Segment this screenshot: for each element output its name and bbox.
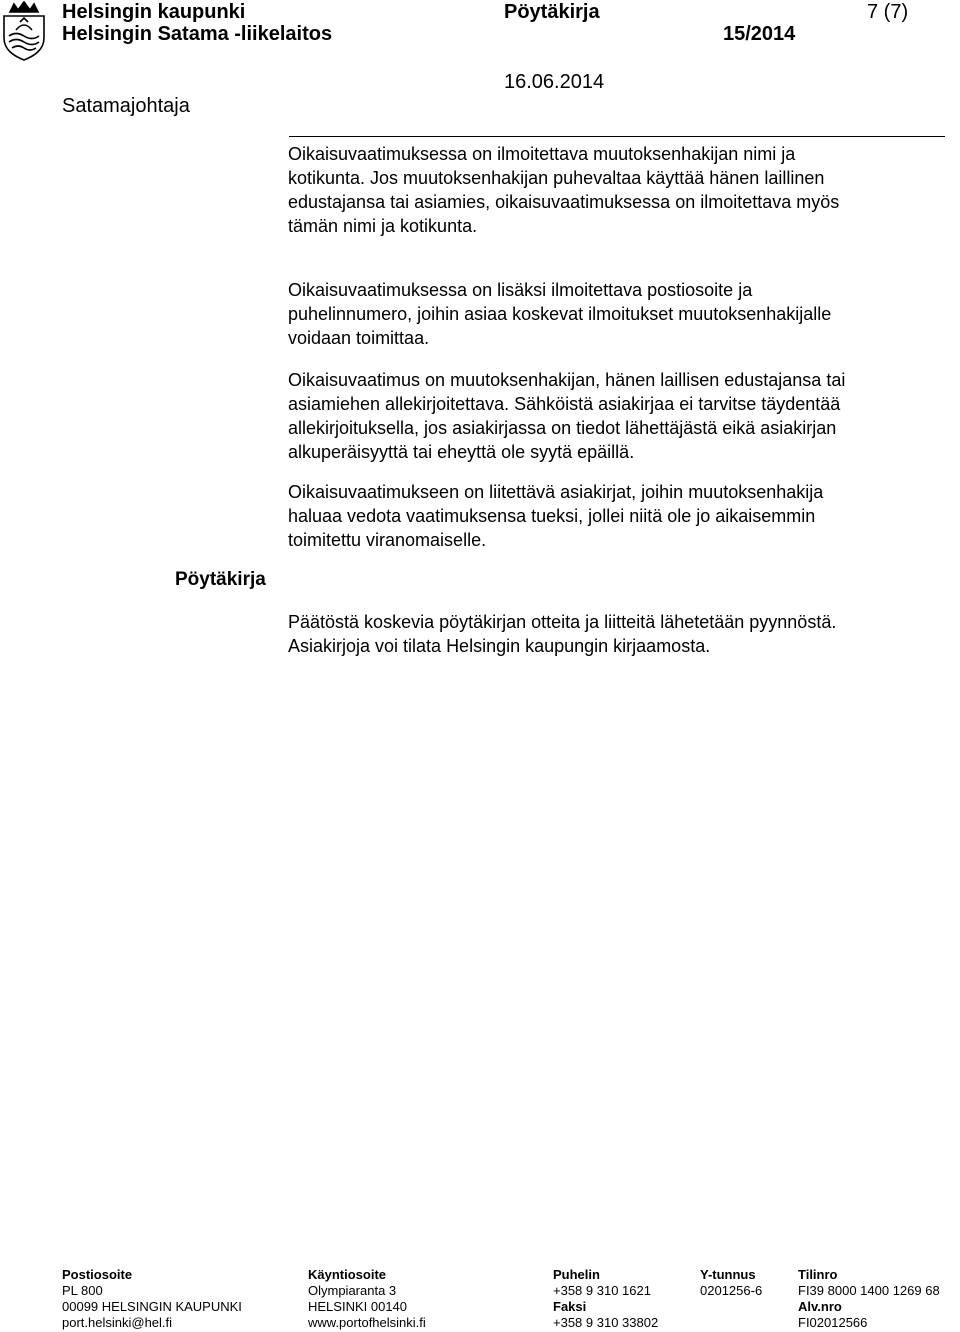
footer-phone-value: +358 9 310 1621 [553,1283,651,1298]
footer-business-id [700,1267,762,1299]
footer-account-value: FI39 8000 1400 1269 68 [798,1283,940,1298]
paragraph: Päätöstä koskevia pöytäkirjan otteita ja liitteitä lähetetään pyynnöstä. Asiakirjoja voi tilata Helsingin kaupungin kirjaamosta. [288,612,837,656]
footer-website: www.portofhelsinki.fi [308,1315,426,1330]
footer-visiting-line: HELSINKI 00140 [308,1299,408,1314]
footer-postal-heading: Postiosoite [62,1267,133,1282]
footer-visiting [308,1267,426,1331]
section-label: Pöytäkirja [175,569,266,590]
footer-postal-line: PL 800 [62,1283,103,1298]
paragraph: Oikaisuvaatimuksessa on lisäksi ilmoitettava postiosoite ja puhelinnumero, joihin asiaa koskevat ilmoitukset muutoksenhakijalle voidaan toimittaa. [288,280,832,348]
meeting-date: 16.06.2014 [504,71,605,93]
footer-vat-value: FI02012566 [798,1315,868,1330]
footer-visiting-line: Olympiaranta 3 [308,1283,397,1298]
doc-type: Pöytäkirja [504,1,600,23]
footer-email: port.helsinki@hel.fi [62,1315,173,1330]
paragraph: Oikaisuvaatimukseen on liitettävä asiakirjat, joihin muutoksenhakija haluaa vedota vaatimuksensa tueksi, jollei niitä ole jo aikaisemmin toimitettu viranomaiselle. [288,482,824,550]
footer-phone-heading: Puhelin [553,1267,600,1282]
footer-account [798,1267,940,1331]
footer-visiting-heading: Käyntiosoite [308,1267,387,1282]
footer-postal-line: 00099 HELSINGIN KAUPUNKI [62,1299,242,1314]
footer-fax-heading: Faksi [553,1299,587,1314]
footer-fax-value: +358 9 310 33802 [553,1315,659,1330]
footer-business-id-heading: Y-tunnus [700,1267,756,1282]
footer-postal [62,1267,242,1331]
paragraph: Oikaisuvaatimus on muutoksenhakijan, hänen laillisen edustajansa tai asiamiehen allekirjoitettava. Sähköistä asiakirjaa ei tarvitse täydentää allekirjoituksella, jos asiakirjassa on tiedot lähettäjästä eikä asiakirjan alkuperäisyyttä tai eheyttä ole syytä epäillä. [288,370,846,462]
page-number: 7 (7) [867,1,909,23]
footer-business-id-value: 0201256-6 [700,1283,763,1298]
footer-vat-heading: Alv.nro [798,1299,842,1314]
unit-name: Helsingin Satama -liikelaitos [62,23,333,45]
footer-account-heading: Tilinro [798,1267,838,1282]
header-divider [289,136,945,137]
decision-body: Satamajohtaja [62,95,190,117]
doc-number: 15/2014 [723,23,796,45]
paragraph: Oikaisuvaatimuksessa on ilmoitettava muutoksenhakijan nimi ja kotikunta. Jos muutoksenhakijan puhevaltaa käyttää hänen laillinen edustajansa tai asiamies, oikaisuvaatimuksessa on ilmoitettava myös tämän nimi ja kotikunta. [288,144,840,236]
footer-phone [553,1267,658,1331]
helsinki-crest-icon [0,0,48,62]
org-name: Helsingin kaupunki [62,1,246,23]
